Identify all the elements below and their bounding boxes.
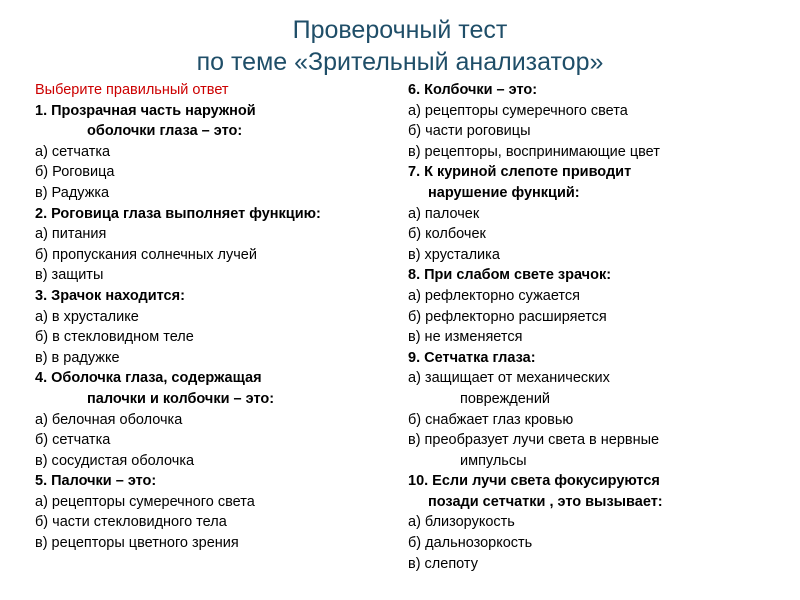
- answer-2b: б) пропускания солнечных лучей: [35, 246, 257, 263]
- page-title: [0, 14, 800, 78]
- question-5: 5. Палочки – это:: [35, 473, 157, 490]
- answer-5a: а) рецепторы сумеречного света: [35, 493, 255, 510]
- answer-3c: в) в радужке: [35, 349, 120, 366]
- question-2: 2. Роговица глаза выполняет функцию:: [35, 205, 321, 222]
- instruction-text: Выберите правильный ответ: [35, 82, 229, 98]
- question-7-cont: нарушение функций:: [428, 184, 580, 201]
- title-line-2: по теме «Зрительный анализатор»: [196, 48, 604, 76]
- question-4-cont: палочки и колбочки – это:: [87, 390, 275, 407]
- answer-9b: б) снабжает глаз кровью: [408, 411, 574, 428]
- answer-7c: в) хрусталика: [408, 246, 500, 263]
- answer-5c: в) рецепторы цветного зрения: [35, 535, 239, 552]
- answer-1a: а) сетчатка: [35, 143, 111, 160]
- answer-1b: б) Роговица: [35, 164, 115, 181]
- question-3: 3. Зрачок находится:: [35, 287, 185, 304]
- answer-9a: а) защищает от механических: [408, 370, 610, 387]
- answer-8a: а) рефлекторно сужается: [408, 287, 580, 304]
- answer-3b: б) в стекловидном теле: [35, 329, 194, 346]
- answer-9c-cont: импульсы: [460, 452, 527, 469]
- answer-9a-cont: повреждений: [460, 390, 551, 407]
- answer-4c: в) сосудистая оболочка: [35, 452, 195, 469]
- answer-8b: б) рефлекторно расширяется: [408, 308, 607, 325]
- answer-5b: б) части стекловидного тела: [35, 514, 227, 531]
- answer-10c: в) слепоту: [408, 555, 478, 572]
- question-10-cont: позади сетчатки , это вызывает:: [428, 493, 663, 510]
- answer-4a: а) белочная оболочка: [35, 411, 183, 428]
- answer-2c: в) защиты: [35, 267, 104, 284]
- question-10: 10. Если лучи света фокусируются: [408, 473, 660, 490]
- answer-10a: а) близорукость: [408, 514, 515, 531]
- answer-3a: а) в хрусталике: [35, 308, 139, 325]
- answer-7a: а) палочек: [408, 205, 480, 222]
- question-7: 7. К куриной слепоте приводит: [408, 164, 632, 181]
- question-6: 6. Колбочки – это:: [408, 82, 538, 98]
- question-8: 8. При слабом свете зрачок:: [408, 267, 612, 284]
- answer-1c: в) Радужка: [35, 184, 110, 201]
- question-1-cont: оболочки глаза – это:: [87, 123, 243, 140]
- question-4: 4. Оболочка глаза, содержащая: [35, 370, 262, 387]
- answer-6a: а) рецепторы сумеречного света: [408, 102, 628, 119]
- answer-6b: б) части роговицы: [408, 123, 531, 140]
- answer-9c: в) преобразует лучи света в нервные: [408, 432, 660, 449]
- answer-10b: б) дальнозоркость: [408, 535, 533, 552]
- answer-4b: б) сетчатка: [35, 432, 111, 449]
- answer-6c: в) рецепторы, воспринимающие цвет: [408, 143, 660, 160]
- right-column: [408, 80, 778, 574]
- answer-2a: а) питания: [35, 226, 107, 243]
- answer-7b: б) колбочек: [408, 226, 486, 243]
- question-1: 1. Прозрачная часть наружной: [35, 102, 256, 119]
- left-column: [35, 80, 405, 554]
- answer-8c: в) не изменяется: [408, 329, 523, 346]
- question-9: 9. Сетчатка глаза:: [408, 349, 536, 366]
- title-line-1: Проверочный тест: [292, 16, 508, 44]
